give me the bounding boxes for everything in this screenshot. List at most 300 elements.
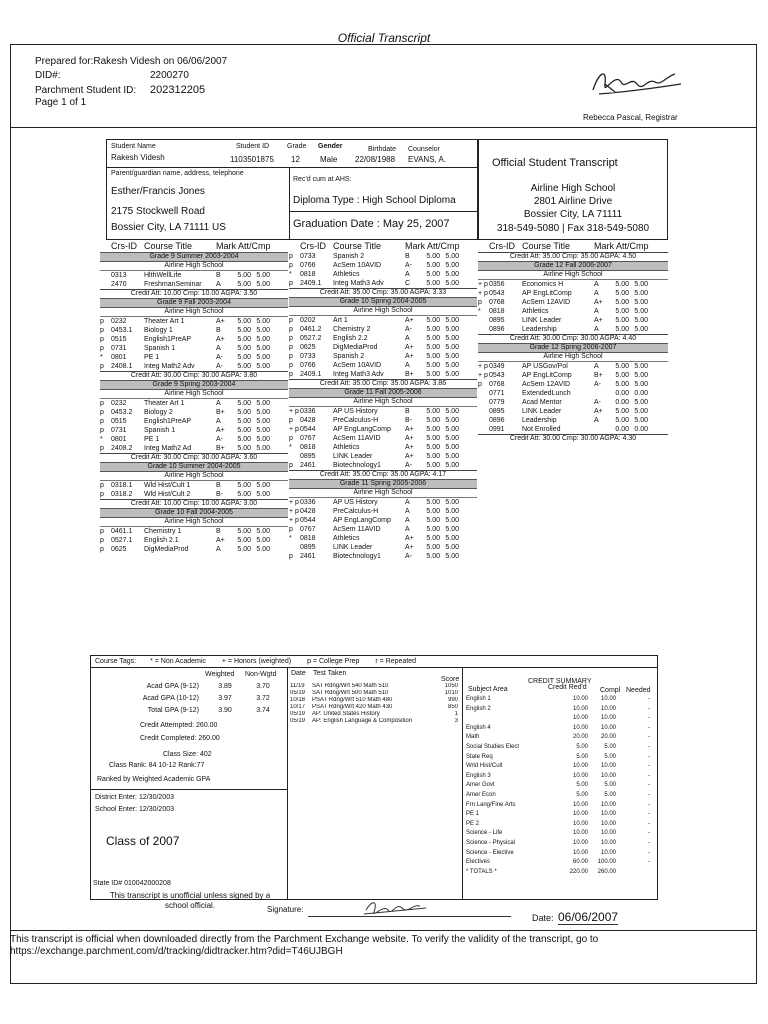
course-mark: A+ [216,427,225,434]
course-flag: p [100,482,104,489]
test-score-head: Score [441,676,460,683]
gpa-label: Acad GPA (10-12) [142,695,199,702]
parchment-id-value: 202312205 [150,84,206,96]
course-row [100,362,288,371]
course-flag: p [100,336,104,343]
term-school: Airline High School [100,390,288,399]
cs-required: 10.00 [572,820,588,827]
term-header: Grade 12 Fall 2006-2007 [478,261,668,271]
cs-completed: 10.00 [600,830,616,837]
course-attempted: 5.00 [426,553,440,560]
course-title: Athletics [333,535,360,542]
cs-required: 10.00 [572,811,588,818]
course-completed: 5.00 [445,317,459,324]
course-mark: A [594,290,599,297]
cs-completed: 10.00 [600,839,616,846]
student-id: 1103501875 [230,155,274,164]
course-mark: A- [216,363,223,370]
course-attempted: 5.00 [426,317,440,324]
term-school: Airline High School [100,518,288,527]
course-row [289,434,477,443]
course-title: PE 1 [144,354,160,361]
course-title: English 2.2 [333,335,368,342]
course-attempted: 0.00 [615,390,629,397]
course-title: Leadership [522,326,557,333]
course-completed: 5.00 [445,253,459,260]
gpa-row [95,681,285,693]
course-completed: 5.00 [445,535,459,542]
course-row [289,534,477,543]
course-id: 0801 [111,354,127,361]
course-attempted: 5.00 [426,435,440,442]
cs-required: 10.00 [572,801,588,808]
cs-subject: Amer Econ [466,791,496,798]
course-attempted: 5.00 [615,408,629,415]
course-row [478,289,668,298]
course-flag: p [289,462,293,469]
course-id: 0768 [489,381,505,388]
cs-needed [616,868,650,878]
course-title: AP EngLitComp [522,372,572,379]
course-completed: 5.00 [256,546,270,553]
course-attempted: 5.00 [615,290,629,297]
course-completed: 5.00 [256,445,270,452]
test-date: 11/19 [290,683,305,689]
course-column-3 [478,241,668,443]
date-label: Date: [532,913,554,923]
column-header-course-title: Course Title [333,241,382,251]
course-id: 0625 [111,546,127,553]
credit-summary-row [466,858,656,868]
course-mark: A+ [405,344,414,351]
term-school: Airline High School [478,353,668,362]
course-title: Chemistry 1 [144,528,182,535]
course-attempted: 5.00 [426,453,440,460]
course-attempted: 5.00 [615,317,629,324]
cs-completed: 260.00 [597,868,616,875]
cs-completed: 10.00 [600,715,616,722]
course-id: 0527.2 [300,335,322,342]
term-credit-summary: Credit Att: 30.00 Cmp: 30.00 AGPA: 4.30 [478,434,668,443]
course-id: 0202 [300,317,316,324]
course-title: English1PreAP [144,336,192,343]
course-row [100,481,288,490]
course-attempted: 5.00 [426,417,440,424]
course-id: 0768 [489,299,505,306]
credit-summary-row [466,695,656,705]
course-mark: A- [405,326,412,333]
course-title: Wld Hist/Cult 1 [144,482,191,489]
column-header-course-title: Course Title [522,241,571,251]
course-attempted: 5.00 [426,326,440,333]
cs-required: 10.00 [572,763,588,770]
course-id: 0733 [300,253,316,260]
test-score: 990 [447,697,458,703]
credit-summary-row [466,772,656,782]
test-name: AP: English Language & Composition [312,718,413,724]
gpa-nonweighted: 3.72 [256,695,270,702]
test-date: 10/17 [290,704,306,710]
course-row [100,444,288,453]
course-title: AcSem 12AVID [522,381,571,388]
course-attempted: 5.00 [426,271,440,278]
cs-required: 10.00 [572,696,588,702]
course-row [289,370,477,379]
course-completed: 5.00 [256,281,270,288]
course-row [100,353,288,362]
course-mark [594,425,610,434]
course-id: 0818 [300,271,316,278]
school-address: 2801 Airline Drive [533,196,613,207]
course-title: Spanish 2 [333,353,365,360]
course-flag [100,280,111,289]
course-completed: 5.00 [634,281,648,288]
course-mark: A+ [405,353,414,360]
course-flag: * [100,354,103,361]
course-attempted: 5.00 [615,363,629,370]
course-completed: 5.00 [256,354,270,361]
course-id: 0453.2 [111,409,133,416]
counselor-label: Counselor [408,146,440,153]
cs-completed: 10.00 [600,772,616,779]
course-attempted: 5.00 [237,345,251,352]
course-attempted: 5.00 [237,436,251,443]
course-flag [478,398,489,407]
course-mark: A [594,308,599,315]
gpa-weighted: 3.90 [218,707,232,714]
course-id: 0767 [300,526,316,533]
gpa-nonweighted-head: Non-Wgtd [245,671,277,678]
gender-label: Gender [318,143,343,150]
course-completed: 5.00 [634,308,648,315]
course-row [289,325,477,334]
course-id: 0818 [300,535,316,542]
test-row [290,704,460,711]
course-row [289,270,477,279]
course-mark: A+ [216,336,225,343]
course-row [100,545,288,554]
course-row [478,307,668,316]
course-attempted: 5.00 [426,280,440,287]
term-credit-summary: Credit Att: 30.00 Cmp: 30.00 AGPA: 4.40 [478,334,668,343]
course-title: AP USGov/Pol [522,363,568,370]
credit-summary-row [466,724,656,734]
course-row [100,527,288,536]
credit-summary-row [466,849,656,859]
course-completed: 5.00 [256,418,270,425]
gpa-nonweighted: 3.74 [256,707,270,714]
parchment-id-label: Parchment Student ID: [35,85,137,96]
course-flag: p [289,253,293,260]
diploma-type: Diploma Type : High School Diploma [293,195,456,206]
cs-subject: English 4 [466,724,491,731]
course-attempted: 5.00 [426,335,440,342]
course-title: AP EngLitComp [522,290,572,297]
course-id: 0544 [300,517,316,524]
course-flag: p [289,362,293,369]
course-flag: + p [289,408,299,415]
course-row [289,343,477,352]
course-flag: p [289,280,293,287]
course-flag: p [100,345,104,352]
course-attempted: 5.00 [426,444,440,451]
course-flag: * [478,308,481,315]
cs-required: 10.00 [572,705,588,712]
course-title: LINK Leader [522,317,562,324]
course-id: 0625 [300,344,316,351]
course-mark: B [216,327,221,334]
course-title: Integ Math2 Adv [144,363,195,370]
footer-verify-link[interactable]: https://exchange.parchment.com/d/tracking/didtracker.htm?did=T46UJBGH [10,946,343,957]
course-title: AP US History [333,408,378,415]
course-flag: * [289,444,292,451]
course-mark: A+ [594,408,603,415]
gender-value: Male [320,155,338,164]
cs-completed: 5.00 [604,791,616,798]
official-signature [360,896,430,920]
course-id: 0453.1 [111,327,133,334]
cs-needed: - [648,772,650,779]
course-completed: 5.00 [634,417,648,424]
course-id: 2470 [111,281,127,288]
course-attempted: 5.00 [237,318,251,325]
course-id: 0428 [300,508,316,515]
course-title: AcSem 12AVID [522,299,571,306]
column-header [289,241,477,252]
course-mark: A- [594,399,601,406]
credit-summary-row [466,810,656,820]
course-flag [478,407,489,416]
course-title: Art 1 [333,317,348,324]
cs-required: 220.00 [569,868,588,875]
course-flag: p [100,427,104,434]
course-flag: + p [478,372,488,379]
cs-completed: 20.00 [600,734,616,741]
course-attempted: 5.00 [237,528,251,535]
course-id: 0818 [489,308,505,315]
course-completed: 5.00 [256,482,270,489]
course-row [289,316,477,325]
course-title: Athletics [522,308,549,315]
course-mark: A+ [405,535,414,542]
course-completed: 5.00 [445,526,459,533]
course-title: FreshmanSeminar [144,281,202,288]
gpa-weighted: 3.97 [218,695,232,702]
course-title: Acad Mentor [522,399,562,406]
course-flag [289,543,300,552]
registrar-name: Rebecca Pascal, Registrar [583,113,678,122]
course-mark: A [216,418,221,425]
course-attempted: 5.00 [426,535,440,542]
credit-summary-row [466,733,656,743]
course-completed: 5.00 [445,262,459,269]
course-flag: p [478,381,482,388]
cs-needed: - [648,724,650,731]
credit-summary-row [466,705,656,715]
course-row [289,543,477,552]
course-title: Biology 2 [144,409,173,416]
cs-subject: Amer Govt [466,782,495,789]
column-header-mark: Mark [405,241,425,251]
test-row [290,711,460,718]
course-attempted: 5.00 [615,417,629,424]
tag-honors: + = Honors (weighted) [221,658,292,665]
school-name: Airline High School [530,183,616,194]
course-id: 0461.2 [300,326,322,333]
course-id: 0428 [300,417,316,424]
course-title: Leadership [522,417,557,424]
course-row [289,552,477,561]
cs-needed: - [648,782,650,789]
course-row [289,443,477,452]
term-header: Grade 10 Spring 2004-2005 [289,297,477,307]
test-date: 10/18 [290,697,306,703]
cs-subject: PE 1 [466,811,480,818]
course-column-2 [289,241,477,561]
course-attempted: 5.00 [237,491,251,498]
cs-completed: 5.00 [604,743,616,750]
course-title: Biology 1 [144,327,173,334]
cs-subject: Science - Elective [466,849,514,856]
course-completed: 5.00 [256,400,270,407]
address-line1: 2175 Stockwell Road [111,206,205,217]
course-attempted: 5.00 [237,354,251,361]
course-flag [478,325,489,334]
course-column-1 [100,241,288,554]
course-attempted: 5.00 [237,482,251,489]
cs-required: 10.00 [572,715,588,722]
unofficial-note: This transcript is unofficial unless signed by a school official. [109,891,271,910]
course-attempted: 5.00 [237,546,251,553]
date-value: 06/06/2007 [558,910,619,924]
course-title: Biotechnology1 [333,462,381,469]
column-header-mark: Mark [594,241,614,251]
course-mark: A+ [405,317,414,324]
credit-summary-row [466,753,656,763]
course-flag: p [100,363,104,370]
course-mark: B+ [594,372,603,379]
course-attempted: 5.00 [426,253,440,260]
test-taken-head: Test Taken [313,670,347,677]
term-school: Airline High School [100,472,288,481]
course-row [289,334,477,343]
course-row [478,280,668,289]
credit-summary-row [466,868,656,878]
cs-needed: - [648,839,650,846]
course-mark: A+ [216,318,225,325]
test-row [290,697,460,704]
course-id: 2409.1 [300,371,322,378]
class-rank: Class Rank: 84 10-12 Rank:77 [109,762,205,769]
course-row [289,361,477,370]
grade-value: 12 [291,155,300,164]
course-title: Integ Math2 Ad [144,445,192,452]
course-attempted: 0.00 [615,426,629,433]
course-mark: A- [594,381,601,388]
tag-college-prep: p = College Prep [307,658,360,665]
course-id: 0461.1 [111,528,133,535]
course-id: 2408.1 [111,363,133,370]
course-completed: 5.00 [256,537,270,544]
document-title: Official Transcript [337,31,431,45]
course-completed: 5.00 [634,381,648,388]
ranked-by: Ranked by Weighted Academic GPA [97,776,211,783]
course-attempted: 5.00 [426,262,440,269]
course-mark: A [405,526,410,533]
term-credit-summary: Credit Att: 30.00 Cmp: 30.00 AGPA: 3.80 [100,371,288,380]
course-row [100,417,288,426]
course-flag: p [100,491,104,498]
course-completed: 5.00 [445,453,459,460]
course-attempted: 5.00 [615,299,629,306]
test-score: 1 [454,711,458,717]
course-title: Spanish 1 [144,427,176,434]
course-attempted: 5.00 [426,353,440,360]
course-attempted: 5.00 [426,462,440,469]
course-completed: 5.00 [256,336,270,343]
test-name: SAT Rdng/Wrt 540 Math 510 [312,683,389,689]
cs-subject: Science - Physical [466,839,516,846]
course-id: 0349 [489,363,505,370]
cs-subject: Wrld Hist/Cult [466,763,503,770]
cs-required: 10.00 [572,772,588,779]
test-row [290,683,460,690]
course-flag: p [289,326,293,333]
credit-summary-row [466,791,656,801]
column-header-crs-id: Crs-ID [111,241,137,251]
column-header [100,241,288,252]
course-attempted: 5.00 [615,281,629,288]
course-mark: A [594,417,599,424]
cs-required: 5.00 [576,782,588,789]
course-mark: C [405,280,411,287]
course-id: 0771 [489,390,505,397]
course-mark: B- [216,491,223,498]
course-mark: A [594,363,599,370]
course-title: AcSem 10AVID [333,262,382,269]
course-title: Integ Math3 Adv [333,371,384,378]
course-row [289,516,477,525]
cs-subject: Math [466,734,480,741]
test-name: PSAT Rdng/Wrt 510 Math 480 [312,697,393,703]
course-row [478,316,668,325]
course-row [289,352,477,361]
course-attempted: 5.00 [237,272,251,279]
cs-needed: - [648,763,650,770]
class-of: Class of 2007 [106,834,180,848]
term-credit-summary: Credit Att: 35.00 Cmp: 35.00 AGPA: 3.33 [289,288,477,297]
course-mark: B [405,408,410,415]
course-mark: A+ [405,435,414,442]
course-title: AcSem 11AVID [333,435,381,442]
course-row [478,380,668,389]
course-row [289,261,477,270]
course-flag: p [289,553,293,560]
state-id: State ID# 010042000208 [93,880,171,887]
course-mark: B [216,528,221,535]
course-flag: p [289,317,293,324]
course-completed: 5.00 [634,408,648,415]
course-row [100,280,288,289]
term-credit-summary: Credit Att: 35.00 Cmp: 35.00 AGPA: 4.17 [289,470,477,479]
term-credit-summary: Credit Att: 30.00 Cmp: 30.00 AGPA: 3.60 [100,453,288,462]
test-date: 05/19 [290,690,306,696]
course-id: 0895 [489,317,505,324]
district-enter: District Enter: 12/30/2003 [95,794,174,801]
course-title: Theater Art 1 [144,400,185,407]
term-school: Airline High School [478,271,668,280]
cs-subject: Electives [466,859,491,866]
